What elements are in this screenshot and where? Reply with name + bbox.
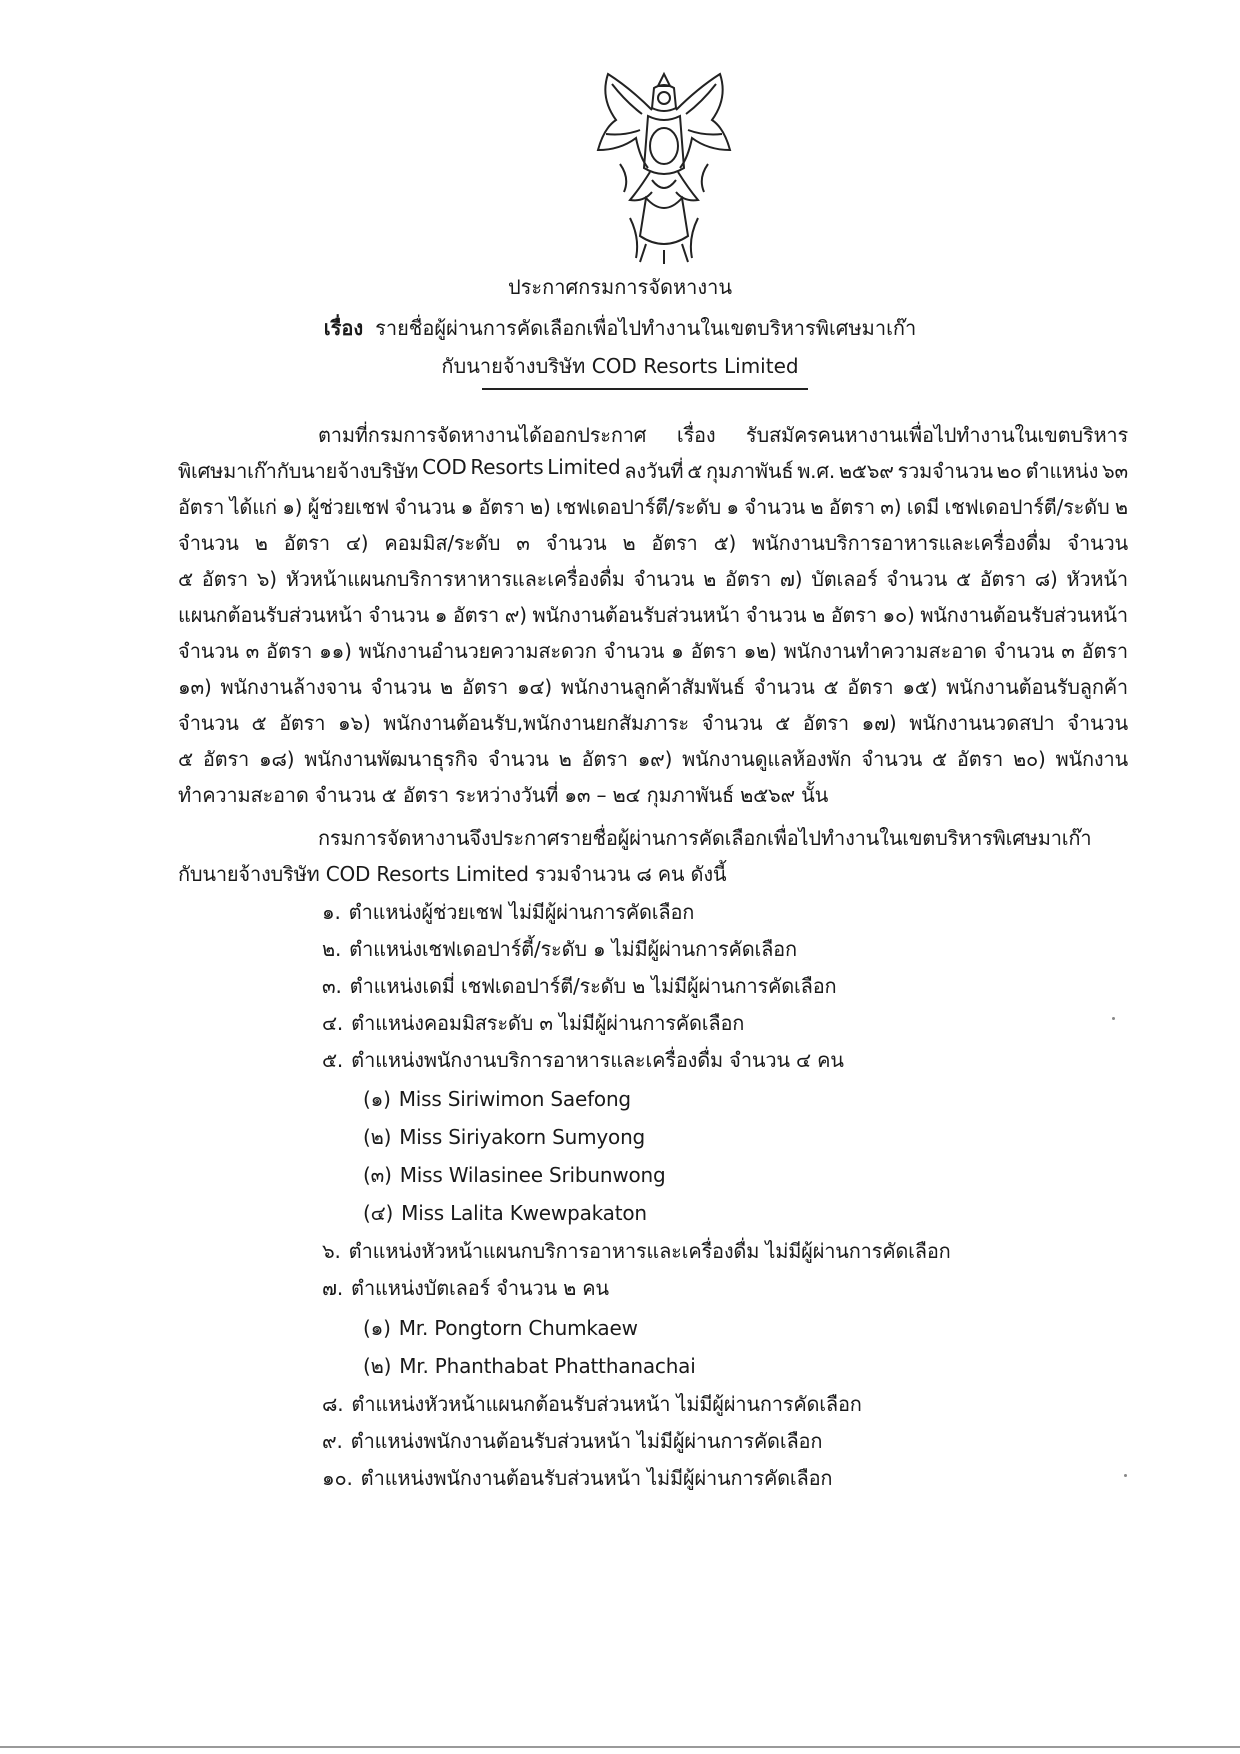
word: อัตรา [802, 711, 849, 735]
scan-edge-line [0, 1746, 1240, 1748]
scan-speck [1112, 1017, 1115, 1020]
paragraph-line [178, 455, 1128, 487]
list-item: ๓. ตำแหน่งเดมี่ เชฟเดอปาร์ตี/ระดับ ๒ ไม่มีผู้ผ่านการคัดเลือก [322, 974, 837, 998]
word: จำนวน [744, 495, 805, 519]
word: ๑๕) [902, 675, 938, 699]
person-item: (๑) Miss Siriwimon Saefong [363, 1087, 631, 1111]
word: ได้แก่ [229, 495, 277, 519]
word: จำนวน [861, 747, 923, 771]
word: ๘) [1034, 567, 1058, 591]
paragraph-line [318, 419, 1128, 451]
paragraph-line [178, 707, 1128, 739]
word: อัตรา [461, 675, 509, 699]
word: อัตรา [828, 495, 875, 519]
word: ๑๔) [516, 675, 553, 699]
word: ๑๙) [637, 747, 673, 771]
word: อัตรา [724, 567, 772, 591]
paragraph-line [178, 671, 1128, 703]
word: ๒) [530, 495, 551, 519]
word: พนักงาน [1055, 747, 1128, 771]
person-item: (๒) Miss Siriyakorn Sumyong [363, 1125, 646, 1149]
word: จำนวน [178, 531, 239, 555]
word: Limited [547, 455, 621, 479]
word: ๓) [880, 495, 902, 519]
word: ๒๕๖๙ [838, 459, 894, 483]
scan-speck [1124, 1474, 1127, 1477]
word: พนักงานอำนวยความสะดวก [358, 639, 597, 663]
word: พนักงานล้างจาน [220, 675, 362, 699]
word: อัตรา [279, 711, 326, 735]
word: กุมภาพันธ์ [706, 459, 794, 483]
word: ๕ [955, 567, 971, 591]
word: ตามที่กรมการจัดหางานได้ออกประกาศ [318, 423, 647, 447]
subject-line-2: กับนายจ้างบริษัท COD Resorts Limited [441, 354, 799, 378]
word: พนักงานต้อนรับลูกค้า [946, 675, 1128, 699]
word: ๓ [516, 531, 530, 555]
word: อัตรา [1081, 639, 1128, 663]
word: จำนวน [993, 639, 1055, 663]
word: ๕ [775, 711, 790, 735]
word: ๒ [558, 747, 572, 771]
word: พ.ศ. [797, 459, 835, 483]
garuda-emblem-icon [590, 68, 738, 266]
paragraph-line: ทำความสะอาด จำนวน ๕ อัตรา ระหว่างวันที่ ๑๓ – ๒๔ กุมภาพันธ์ ๒๕๖๙ นั้น [178, 783, 829, 807]
word: ๕ [178, 747, 193, 771]
word: ๑๗) [861, 711, 897, 735]
word: เดมี [906, 495, 940, 519]
paragraph-line [178, 563, 1128, 595]
word: พิเศษมาเก๊ากับนายจ้างบริษัท [178, 459, 419, 483]
list-item: ๒. ตำแหน่งเชฟเดอปาร์ตี้/ระดับ ๑ ไม่มีผู้ผ่านการคัดเลือก [322, 937, 797, 961]
word: รวมจำนวน [897, 459, 993, 483]
word: ตำแหน่ง [1025, 459, 1099, 483]
subject-text: รายชื่อผู้ผ่านการคัดเลือกเพื่อไปทำงานในเขตบริหารพิเศษมาเก๊า [375, 316, 917, 340]
word: ผู้ช่วยเชฟ [307, 495, 390, 519]
word: ๒ [703, 567, 717, 591]
word: ๒ [254, 531, 268, 555]
word: พนักงานทำความสะอาด [783, 639, 987, 663]
word: อัตรา [202, 747, 250, 771]
word: อัตรา [651, 531, 698, 555]
word: ๕ [178, 567, 193, 591]
word: ๕ [932, 747, 947, 771]
word: จำนวน [753, 675, 815, 699]
word: จำนวน [368, 603, 430, 627]
list-item: ๕. ตำแหน่งพนักงานบริการอาหารและเครื่องดื่ม จำนวน ๔ คน [322, 1048, 844, 1072]
word: เชฟเดอปาร์ตี/ระดับ [555, 495, 721, 519]
word: Resorts [470, 455, 544, 479]
word: พนักงานบริการอาหารและเครื่องดื่ม [752, 531, 1052, 555]
word: หัวหน้า [1066, 567, 1128, 591]
list-item: ๔. ตำแหน่งคอมมิสระดับ ๓ ไม่มีผู้ผ่านการคัดเลือก [322, 1011, 745, 1035]
word: พนักงานพัฒนาธุรกิจ [304, 747, 479, 771]
word: อัตรา [266, 639, 313, 663]
word: จำนวน [701, 711, 763, 735]
word: อัตรา [847, 675, 894, 699]
word: อัตรา [979, 567, 1026, 591]
word: จำนวน [1067, 531, 1128, 555]
word: ๕ [251, 711, 267, 735]
word: ๑ [671, 639, 684, 663]
word: ๑๒) [743, 639, 777, 663]
word: ๓ [1061, 639, 1075, 663]
word: ๕ [687, 459, 703, 483]
word: ๒ [622, 531, 636, 555]
paragraph-line [178, 635, 1128, 667]
word: ๑๖) [337, 711, 371, 735]
word: ๗) [779, 567, 803, 591]
paragraph-line [178, 491, 1128, 523]
word: ๑๑) [319, 639, 352, 663]
word: COD [422, 455, 467, 479]
word: จำนวน [394, 495, 456, 519]
word: บัตเลอร์ [811, 567, 878, 591]
paragraph-line: กับนายจ้างบริษัท COD Resorts Limited รวมจำนวน ๘ คน ดังนี้ [178, 862, 727, 886]
word: ๑๐) [882, 603, 915, 627]
word: อัตรา [201, 567, 248, 591]
word: เรื่อง [676, 423, 716, 447]
word: อัตรา [178, 495, 225, 519]
subject-line [0, 312, 1240, 344]
word: ๒ [440, 675, 454, 699]
word: ๔) [345, 531, 369, 555]
word: เชฟเดอปาร์ตี/ระดับ [944, 495, 1110, 519]
word: จำนวน [886, 567, 948, 591]
word: จำนวน [603, 639, 665, 663]
word: จำนวน [178, 711, 239, 735]
agency-title: ประกาศกรมการจัดหางาน [507, 275, 733, 299]
word: พนักงานต้อนรับส่วนหน้า [920, 603, 1128, 627]
list-item: ๙. ตำแหน่งพนักงานต้อนรับส่วนหน้า ไม่มีผู้ผ่านการคัดเลือก [322, 1429, 823, 1453]
word: ๖) [256, 567, 277, 591]
list-item: ๑. ตำแหน่งผู้ช่วยเชฟ ไม่มีผู้ผ่านการคัดเลือก [322, 900, 695, 924]
list-item: ๖. ตำแหน่งหัวหน้าแผนกบริการอาหารและเครื่องดื่ม ไม่มีผู้ผ่านการคัดเลือก [322, 1239, 951, 1263]
word: จำนวน [745, 603, 807, 627]
word: พนักงานต้อนรับส่วนหน้า [532, 603, 741, 627]
paragraph-line [178, 527, 1128, 559]
word: ๙) [504, 603, 527, 627]
word: ๑๓) [178, 675, 212, 699]
paragraph-line [318, 822, 1128, 854]
word: ๖๓ [1102, 459, 1128, 483]
word: คอมมิส/ระดับ [384, 531, 501, 555]
person-item: (๑) Mr. Pongtorn Chumkaew [363, 1316, 638, 1340]
word: พนักงานนวดสปา [909, 711, 1055, 735]
word: ๒ [810, 495, 824, 519]
person-item: (๔) Miss Lalita Kwewpakaton [363, 1201, 647, 1225]
word: ลงวันที่ [624, 459, 684, 483]
word: พนักงานต้อนรับ,พนักงานยกสัมภาระ [383, 711, 689, 735]
word: ๓ [245, 639, 260, 663]
word: อัตรา [283, 531, 330, 555]
subject-label: เรื่อง [323, 316, 364, 340]
word: ๑ [460, 495, 474, 519]
person-item: (๓) Miss Wilasinee Sribunwong [363, 1163, 666, 1187]
word: แผนกต้อนรับส่วนหน้า [178, 603, 363, 627]
word: อัตรา [690, 639, 737, 663]
word: อัตรา [452, 603, 500, 627]
word: ๑) [282, 495, 303, 519]
word: จำนวน [487, 747, 549, 771]
list-item: ๑๐. ตำแหน่งพนักงานต้อนรับส่วนหน้า ไม่มีผู้ผ่านการคัดเลือก [322, 1466, 833, 1490]
paragraph-line [178, 599, 1128, 631]
person-item: (๒) Mr. Phanthabat Phatthanachai [363, 1354, 696, 1378]
word: จำนวน [370, 675, 432, 699]
list-item: ๘. ตำแหน่งหัวหน้าแผนกต้อนรับส่วนหน้า ไม่มีผู้ผ่านการคัดเลือก [322, 1392, 862, 1416]
word: หัวหน้าแผนกบริการหาหารและเครื่องดื่ม [285, 567, 625, 591]
word: จำนวน [545, 531, 607, 555]
list-item: ๗. ตำแหน่งบัตเลอร์ จำนวน ๒ คน [322, 1276, 609, 1300]
word: อัตรา [478, 495, 525, 519]
word: พนักงานดูแลห้องพัก [682, 747, 852, 771]
word: อัตรา [830, 603, 877, 627]
word: ๑ [726, 495, 739, 519]
title-divider [482, 388, 808, 390]
word: จำนวน [633, 567, 695, 591]
word: ๒ [812, 603, 826, 627]
word: รับสมัครคนหางานเพื่อไปทำงานในเขตบริหาร [745, 423, 1128, 447]
word: ๕ [823, 675, 839, 699]
word: อัตรา [956, 747, 1004, 771]
word: จำนวน [178, 639, 239, 663]
word: จำนวน [1067, 711, 1128, 735]
word: ๕) [713, 531, 737, 555]
word: กรมการจัดหางานจึงประกาศรายชื่อผู้ผ่านการคัดเลือกเพื่อไปทำงานในเขตบริหารพิเศษมาเก๊า [318, 826, 1092, 850]
word: พนักงานลูกค้าสัมพันธ์ [560, 675, 745, 699]
word: ๒๐ [996, 459, 1022, 483]
word: ๒ [1114, 495, 1128, 519]
word: อัตรา [581, 747, 628, 771]
word: ๒๐) [1013, 747, 1046, 771]
word: ๑ [434, 603, 448, 627]
paragraph-line [178, 743, 1128, 775]
word: ๑๘) [259, 747, 295, 771]
